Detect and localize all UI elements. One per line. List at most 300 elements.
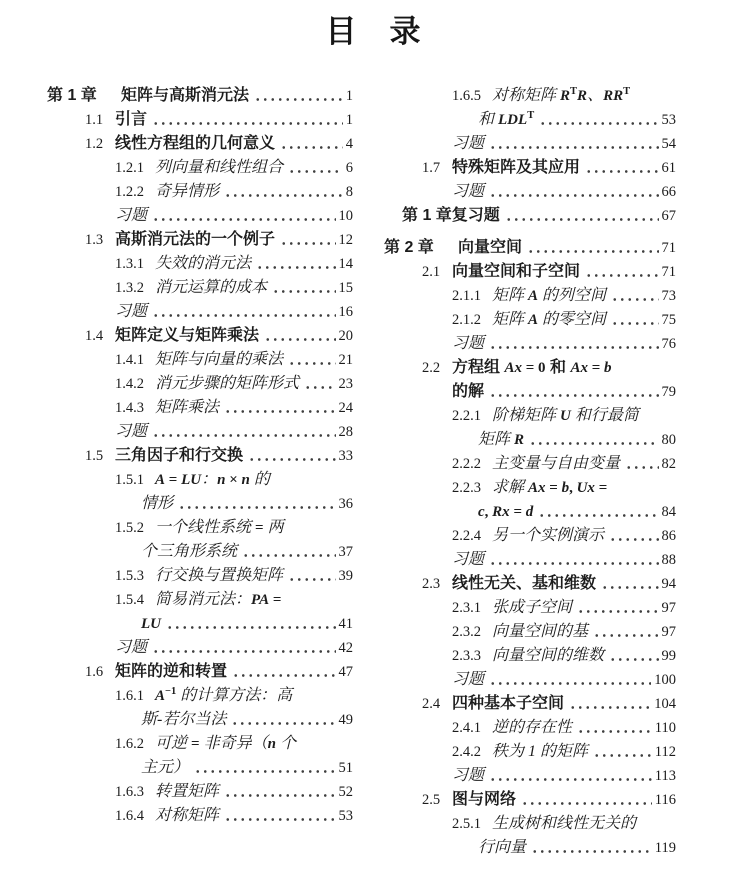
leader-dots xyxy=(521,788,652,812)
toc-page xyxy=(0,14,747,885)
entry-title xyxy=(115,660,227,684)
toc-row xyxy=(384,500,676,524)
title-text: 斯-若尔当法 xyxy=(141,711,227,728)
toc-row xyxy=(384,356,676,380)
leader-dots xyxy=(601,572,658,596)
leader-dots xyxy=(224,780,335,804)
toc-row xyxy=(384,596,676,620)
entry-number: 1.5 xyxy=(85,448,104,464)
toc-row xyxy=(384,620,676,644)
toc-row xyxy=(47,420,353,444)
entry-title xyxy=(492,476,607,500)
page-number: 79 xyxy=(661,384,676,400)
entry-title xyxy=(115,228,275,252)
math-text: Ax xyxy=(504,360,522,376)
leader-dots xyxy=(577,596,658,620)
math-text: Ax xyxy=(528,480,546,496)
title-text: 习题 xyxy=(115,303,148,320)
title-text: 习题 xyxy=(115,423,148,440)
title-text: 和 xyxy=(478,111,499,128)
toc-row xyxy=(47,756,353,780)
title-text: 引言 xyxy=(115,111,148,128)
page-number: 36 xyxy=(338,496,353,512)
toc-row xyxy=(384,476,676,500)
entry-number: 1.6.5 xyxy=(452,88,481,104)
title-text: 方程组 xyxy=(452,359,505,376)
entry-number: 2.5 xyxy=(422,792,441,808)
toc-row xyxy=(47,204,353,228)
leader-dots xyxy=(248,444,335,468)
toc-row xyxy=(47,324,353,348)
entry-title xyxy=(141,612,161,636)
page-number: 1 xyxy=(345,112,353,128)
entry-number: 1.2 xyxy=(85,136,104,152)
toc-row xyxy=(47,252,353,276)
entry-title xyxy=(452,356,612,380)
toc-row xyxy=(384,284,676,308)
entry-title xyxy=(452,132,484,156)
page-number: 20 xyxy=(338,328,353,344)
page-number: 82 xyxy=(661,456,676,472)
toc-row xyxy=(47,348,353,372)
toc-row xyxy=(384,836,676,860)
entry-number: 2.2.4 xyxy=(452,528,481,544)
math-text: LU xyxy=(141,616,161,632)
leader-dots xyxy=(288,348,335,372)
title-text: 习题 xyxy=(452,767,485,784)
entry-title xyxy=(452,180,484,204)
page-number: 99 xyxy=(661,648,676,664)
leader-dots xyxy=(224,396,335,420)
entry-title xyxy=(452,156,580,180)
math-operator: × xyxy=(225,472,242,488)
leader-dots xyxy=(166,612,336,636)
leader-dots xyxy=(224,804,335,828)
math-text: LU xyxy=(181,472,202,488)
entry-title xyxy=(452,332,484,356)
page-number: 42 xyxy=(338,640,353,656)
leader-dots xyxy=(254,84,343,108)
title-text: 失效的消元法 xyxy=(155,255,252,272)
entry-number: 1.3 xyxy=(85,232,104,248)
entry-title xyxy=(492,740,588,764)
entry-number: 1.6.4 xyxy=(115,808,144,824)
leader-dots xyxy=(264,324,335,348)
toc-row xyxy=(384,84,676,108)
leader-dots xyxy=(256,252,335,276)
leader-dots xyxy=(304,372,335,396)
page-number: 28 xyxy=(338,424,353,440)
toc-row xyxy=(47,132,353,156)
leader-dots xyxy=(231,708,335,732)
entry-number: 2.3.1 xyxy=(452,600,481,616)
title-text: 和行最简 xyxy=(570,407,639,424)
title-text: 对称矩阵 xyxy=(155,807,220,824)
title-text: 矩阵 xyxy=(478,431,515,448)
math-text: PA xyxy=(251,592,270,608)
entry-title xyxy=(478,500,533,524)
entry-number: 2.2.2 xyxy=(452,456,481,472)
page-number: 39 xyxy=(338,568,353,584)
entry-number: 1.7 xyxy=(422,160,441,176)
page-number: 33 xyxy=(338,448,353,464)
leader-dots xyxy=(593,620,658,644)
leader-dots xyxy=(538,500,658,524)
entry-title xyxy=(452,764,484,788)
math-superscript: T xyxy=(527,110,535,121)
toc-row xyxy=(47,468,353,492)
toc-row xyxy=(384,180,676,204)
toc-row xyxy=(384,204,676,228)
title-text: 矩阵与高斯消元法 xyxy=(121,87,250,104)
title-text: 线性方程组的几何意义 xyxy=(115,135,276,152)
toc-row xyxy=(384,764,676,788)
title-text: 习题 xyxy=(115,639,148,656)
entry-title xyxy=(478,428,524,452)
title-text: 的解 xyxy=(452,383,485,400)
page-number: 94 xyxy=(661,576,676,592)
page-title: 目 录 xyxy=(325,14,422,49)
toc-row xyxy=(384,380,676,404)
page-number: 23 xyxy=(338,376,353,392)
entry-title xyxy=(402,204,500,228)
leader-dots xyxy=(489,380,658,404)
leader-dots xyxy=(625,452,658,476)
entry-title xyxy=(155,684,292,710)
math-operator: = xyxy=(255,520,264,536)
page-number: 88 xyxy=(661,552,676,568)
math-operator: = xyxy=(165,472,182,488)
entry-title xyxy=(155,180,219,204)
entry-title xyxy=(155,396,219,420)
title-text: 两 xyxy=(263,519,284,536)
math-text: R xyxy=(577,88,588,104)
page-number: 52 xyxy=(338,784,353,800)
title-text: 个三角形系统 xyxy=(141,543,238,560)
page-number: 100 xyxy=(654,672,676,688)
entry-title xyxy=(452,380,484,404)
toc-row xyxy=(47,516,353,540)
toc-row xyxy=(47,708,353,732)
leader-dots xyxy=(577,716,652,740)
toc-row xyxy=(384,524,676,548)
math-operator: = xyxy=(587,360,605,376)
leader-dots xyxy=(152,300,335,324)
entry-title xyxy=(155,468,270,492)
entry-title xyxy=(452,260,580,284)
math-operator: = xyxy=(269,592,282,608)
page-number: 37 xyxy=(338,544,353,560)
entry-title xyxy=(115,132,275,156)
entry-title xyxy=(155,372,299,396)
entry-number: 2.1.1 xyxy=(452,288,481,304)
page-number: 71 xyxy=(661,240,676,256)
leader-dots xyxy=(585,260,658,284)
page-number: 24 xyxy=(338,400,353,416)
math-operator: , xyxy=(484,504,493,520)
math-text: b xyxy=(561,480,570,496)
entry-number: 2.1 xyxy=(422,264,441,280)
entry-title xyxy=(492,452,620,476)
math-superscript: T xyxy=(570,86,578,97)
math-text: U xyxy=(560,408,571,424)
leader-dots xyxy=(539,108,658,132)
title-text: 、 xyxy=(587,87,604,104)
entry-title xyxy=(478,836,526,860)
page-number: 80 xyxy=(661,432,676,448)
title-text: 三角因子和行交换 xyxy=(115,447,244,464)
page-number: 4 xyxy=(345,136,353,152)
entry-title xyxy=(115,444,243,468)
page-number: 71 xyxy=(661,264,676,280)
entry-title xyxy=(155,588,281,612)
entry-title xyxy=(155,516,284,540)
page-number: 16 xyxy=(338,304,353,320)
page-number: 15 xyxy=(338,280,353,296)
math-operator: , xyxy=(569,480,577,496)
title-text: 对称矩阵 xyxy=(492,87,561,104)
leader-dots xyxy=(272,276,335,300)
leader-dots xyxy=(505,204,659,228)
entry-number: 2.3.2 xyxy=(452,624,481,640)
title-text: 可逆 xyxy=(155,735,192,752)
leader-dots xyxy=(527,236,658,260)
title-text: 四种基本子空间 xyxy=(452,695,565,712)
toc-row xyxy=(47,588,353,612)
entry-title xyxy=(458,236,522,260)
toc-row xyxy=(47,300,353,324)
title-text: 和 xyxy=(545,359,571,376)
leader-dots xyxy=(609,524,658,548)
entry-title xyxy=(492,644,604,668)
math-text: n xyxy=(267,736,276,752)
page-number: 97 xyxy=(661,600,676,616)
entry-number: 1.5.2 xyxy=(115,520,144,536)
math-text: c xyxy=(478,504,485,520)
entry-title xyxy=(492,812,636,836)
entry-title xyxy=(121,84,249,108)
entry-number: 1.5.3 xyxy=(115,568,144,584)
page-number: 53 xyxy=(338,808,353,824)
entry-title xyxy=(492,404,639,428)
page-number: 116 xyxy=(654,792,676,808)
toc-row xyxy=(384,428,676,452)
entry-number: 2.4.1 xyxy=(452,720,481,736)
entry-title xyxy=(492,716,572,740)
toc-row xyxy=(384,740,676,764)
toc-row xyxy=(47,612,353,636)
toc-row xyxy=(47,660,353,684)
entry-number: 2.2.3 xyxy=(452,480,481,496)
entry-title xyxy=(141,540,237,564)
entry-title xyxy=(115,108,147,132)
entry-number: 2.3.3 xyxy=(452,648,481,664)
leader-dots xyxy=(585,156,658,180)
toc-row xyxy=(47,84,353,108)
toc-row xyxy=(47,732,353,756)
toc-column-left xyxy=(47,84,353,860)
title-text: 矩阵的逆和转置 xyxy=(115,663,228,680)
leader-dots xyxy=(489,548,658,572)
entry-title xyxy=(492,524,604,548)
page-number: 67 xyxy=(661,208,676,224)
leader-dots xyxy=(178,492,335,516)
toc-row xyxy=(384,260,676,284)
page-number: 54 xyxy=(661,136,676,152)
entry-title xyxy=(155,780,219,804)
title-text: 线性无关、基和维数 xyxy=(452,575,597,592)
page-number: 49 xyxy=(338,712,353,728)
entry-title xyxy=(155,156,283,180)
toc-row xyxy=(384,572,676,596)
entry-title xyxy=(141,708,226,732)
toc-row xyxy=(384,132,676,156)
leader-dots xyxy=(242,540,335,564)
entry-title xyxy=(141,756,189,780)
entry-number: 1.6 xyxy=(85,664,104,680)
entry-number: 第 2 章 xyxy=(384,239,434,256)
toc-row xyxy=(384,108,676,132)
title-text: 的 xyxy=(249,471,270,488)
leader-dots xyxy=(288,156,343,180)
leader-dots xyxy=(531,836,652,860)
math-operator: = xyxy=(191,736,200,752)
entry-title xyxy=(492,620,588,644)
math-operator: = xyxy=(594,480,608,496)
title-text: 列向量和线性组合 xyxy=(155,159,284,176)
page-number: 8 xyxy=(345,184,353,200)
entry-title xyxy=(452,668,484,692)
entry-number: 1.6.1 xyxy=(115,688,144,704)
math-text: R xyxy=(560,88,571,104)
title-text: 矩阵定义与矩阵乘法 xyxy=(115,327,260,344)
leader-dots xyxy=(152,636,335,660)
entry-number: 2.1.2 xyxy=(452,312,481,328)
toc-row xyxy=(384,692,676,716)
math-text: Ax xyxy=(570,360,588,376)
math-text: n xyxy=(217,472,226,488)
leader-dots xyxy=(152,108,343,132)
toc-row xyxy=(384,236,676,260)
toc-row xyxy=(47,108,353,132)
page-number: 47 xyxy=(338,664,353,680)
toc-row xyxy=(384,644,676,668)
page-number: 6 xyxy=(345,160,353,176)
math-text: Rx xyxy=(492,504,510,520)
math-text: A xyxy=(528,312,539,328)
entry-title xyxy=(452,692,564,716)
title-text: 消元运算的成本 xyxy=(155,279,268,296)
entry-number: 1.4.1 xyxy=(115,352,144,368)
toc-row xyxy=(47,780,353,804)
leader-dots xyxy=(232,660,335,684)
title-text: 习题 xyxy=(452,335,485,352)
title-text: 生成树和线性无关的 xyxy=(492,815,637,832)
title-text: 矩阵与向量的乘法 xyxy=(155,351,284,368)
title-text: 阶梯矩阵 xyxy=(492,407,561,424)
entry-number: 第 1 章 xyxy=(47,87,97,104)
entry-title xyxy=(492,308,606,332)
math-text: n xyxy=(241,472,250,488)
title-text: 转置矩阵 xyxy=(155,783,220,800)
title-text: 行向量 xyxy=(478,839,527,856)
leader-dots xyxy=(529,428,658,452)
leader-dots xyxy=(194,756,335,780)
title-text: 主变量与自由变量 xyxy=(492,455,621,472)
page-number: 73 xyxy=(661,288,676,304)
toc-row xyxy=(384,548,676,572)
entry-number: 1.5.4 xyxy=(115,592,144,608)
entry-number: 1.3.2 xyxy=(115,280,144,296)
entry-number: 2.2.1 xyxy=(452,408,481,424)
leader-dots xyxy=(611,284,658,308)
leader-dots xyxy=(609,644,658,668)
entry-number: 1.6.3 xyxy=(115,784,144,800)
page-number: 61 xyxy=(661,160,676,176)
title-text: 张成子空间 xyxy=(492,599,573,616)
toc-row xyxy=(47,540,353,564)
math-text: R xyxy=(514,432,525,448)
entry-title xyxy=(155,564,283,588)
toc-row xyxy=(47,372,353,396)
entry-number: 1.2.2 xyxy=(115,184,144,200)
page-number: 119 xyxy=(654,840,676,856)
entry-number: 1.1 xyxy=(85,112,104,128)
leader-dots xyxy=(280,132,343,156)
toc-columns xyxy=(47,84,747,860)
page-number: 41 xyxy=(338,616,353,632)
toc-row xyxy=(47,180,353,204)
entry-number: 1.4.3 xyxy=(115,400,144,416)
title-text: 个 xyxy=(275,735,296,752)
entry-number: 1.4 xyxy=(85,328,104,344)
leader-dots xyxy=(280,228,335,252)
entry-title xyxy=(452,548,484,572)
entry-number: 2.4.2 xyxy=(452,744,481,760)
title-text: ： xyxy=(201,471,218,488)
toc-row xyxy=(47,396,353,420)
title-text: 习题 xyxy=(452,183,485,200)
entry-title xyxy=(155,732,296,756)
title-text: 简易消元法： xyxy=(155,591,252,608)
entry-number: 2.5.1 xyxy=(452,816,481,832)
title-text: 一个线性系统 xyxy=(155,519,256,536)
title-text: 情形 xyxy=(141,495,174,512)
toc-row xyxy=(384,332,676,356)
title-text: 的零空间 xyxy=(538,311,607,328)
math-operator: = xyxy=(509,504,526,520)
page-number: 113 xyxy=(654,768,676,784)
page-number: 21 xyxy=(338,352,353,368)
leader-dots xyxy=(593,740,652,764)
title-text: 逆的存在性 xyxy=(492,719,573,736)
toc-row xyxy=(384,788,676,812)
entry-number: 2.4 xyxy=(422,696,441,712)
toc-row xyxy=(384,668,676,692)
title-text: 求解 xyxy=(492,479,529,496)
toc-row xyxy=(47,684,353,708)
entry-title xyxy=(452,572,596,596)
page-number: 112 xyxy=(654,744,676,760)
toc-row xyxy=(47,156,353,180)
leader-dots xyxy=(489,764,652,788)
title-text: 矩阵 xyxy=(492,287,529,304)
page-number: 84 xyxy=(661,504,676,520)
math-text: d xyxy=(525,504,534,520)
toc-row xyxy=(384,404,676,428)
toc-row xyxy=(384,812,676,836)
page-number: 104 xyxy=(654,696,676,712)
